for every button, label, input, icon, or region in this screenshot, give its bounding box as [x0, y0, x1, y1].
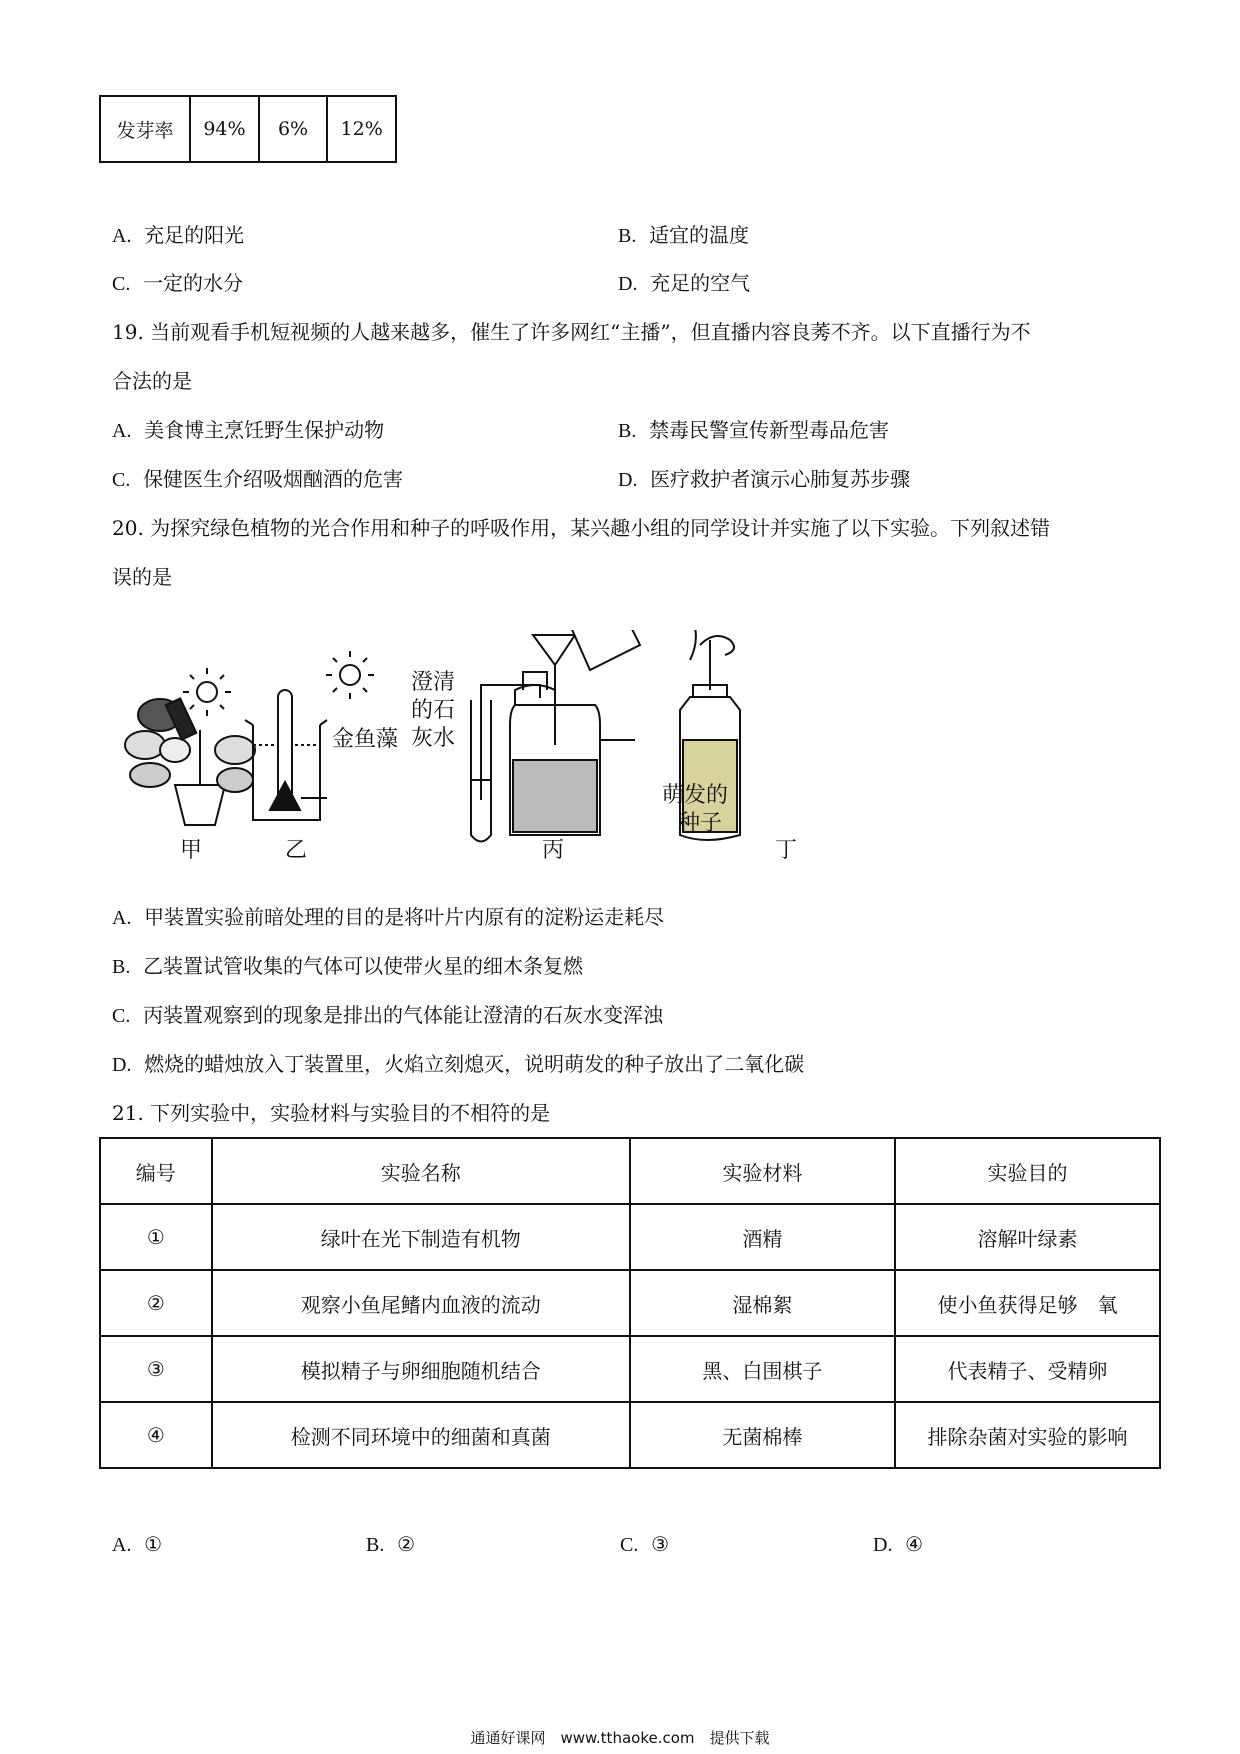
label-seeds-2: 种子	[678, 811, 723, 836]
table-cell: 无菌棉棒	[630, 1402, 895, 1468]
q21-option-d: D. ④	[873, 1532, 924, 1556]
beaker-icon	[245, 690, 327, 820]
germination-rate-table	[99, 95, 397, 163]
rate-value: 94%	[190, 96, 259, 162]
table-row	[100, 1204, 1160, 1270]
table-cell: 溶解叶绿素	[895, 1204, 1160, 1270]
column-header: 编号	[100, 1138, 212, 1204]
column-header: 实验名称	[212, 1138, 630, 1204]
q18-option-b: B. 适宜的温度	[618, 223, 750, 247]
q18-option-d: D. 充足的空气	[618, 271, 751, 295]
table-cell: 绿叶在光下制造有机物	[212, 1204, 630, 1270]
table-header-row	[100, 1138, 1160, 1204]
table-cell: 代表精子、受精卵	[895, 1336, 1160, 1402]
test-tube-icon	[471, 690, 491, 842]
q20-option-a: A. 甲装置实验前暗处理的目的是将叶片内原有的淀粉运走耗尽	[112, 905, 665, 929]
label-bing: 丙	[542, 838, 565, 863]
potted-plant-icon	[125, 698, 255, 825]
rate-label: 发芽率	[100, 96, 190, 162]
label-limewater-1: 澄清	[411, 670, 456, 695]
pouring-beaker-icon	[570, 630, 640, 670]
q19-option-d: D. 医疗救护者演示心肺复苏步骤	[618, 467, 911, 491]
experiment-illustration	[115, 630, 855, 870]
q21-stem: 21. 下列实验中，实验材料与实验目的不相符的是	[112, 1101, 551, 1125]
q19-option-b: B. 禁毒民警宣传新型毒品危害	[618, 418, 890, 442]
table-cell: 检测不同环境中的细菌和真菌	[212, 1402, 630, 1468]
label-limewater-3: 灰水	[411, 726, 456, 751]
table-cell: ②	[100, 1270, 212, 1336]
table-row	[100, 96, 396, 162]
q20-option-d: D. 燃烧的蜡烛放入丁装置里，火焰立刻熄灭，说明萌发的种子放出了二氧化碳	[112, 1052, 805, 1076]
label-goldfish-weed: 金鱼藻	[332, 727, 399, 752]
q19-stem-line1: 19. 当前观看手机短视频的人越来越多，催生了许多网红“主播”，但直播内容良莠不齐。以下直播行为不	[112, 320, 1031, 344]
experiment-figure	[115, 630, 855, 870]
table-row	[100, 1270, 1160, 1336]
q20-stem-line1: 20. 为探究绿色植物的光合作用和种子的呼吸作用，某兴趣小组的同学设计并实施了以下实验。下列叙述错	[112, 516, 1051, 540]
q18-option-a: A. 充足的阳光	[112, 223, 245, 247]
column-header: 实验材料	[630, 1138, 895, 1204]
table-cell: ③	[100, 1336, 212, 1402]
table-cell: 模拟精子与卵细胞随机结合	[212, 1336, 630, 1402]
table-cell: 湿棉絮	[630, 1270, 895, 1336]
table-row	[100, 1336, 1160, 1402]
sun-icon	[326, 651, 374, 699]
table-cell: ④	[100, 1402, 212, 1468]
page-footer: 通通好课网 www.tthaoke.com 提供下载	[470, 1729, 770, 1747]
label-limewater-2: 的石	[411, 698, 456, 723]
q20-option-b: B. 乙装置试管收集的气体可以使带火星的细木条复燃	[112, 954, 584, 978]
label-ding: 丁	[775, 838, 798, 863]
column-header: 实验目的	[895, 1138, 1160, 1204]
q21-option-a: A. ①	[112, 1532, 163, 1556]
rate-value: 6%	[259, 96, 328, 162]
flask-icon	[481, 635, 600, 835]
q20-option-c: C. 丙装置观察到的现象是排出的气体能让澄清的石灰水变浑浊	[112, 1003, 664, 1027]
rate-value: 12%	[327, 96, 396, 162]
q18-option-c: C. 一定的水分	[112, 271, 244, 295]
label-seeds-1: 萌发的	[662, 783, 729, 808]
table-cell: 使小鱼获得足够 氧	[895, 1270, 1160, 1336]
table-cell: 观察小鱼尾鳍内血液的流动	[212, 1270, 630, 1336]
experiment-table	[99, 1137, 1161, 1469]
label-yi: 乙	[285, 838, 308, 863]
q21-option-c: C. ③	[620, 1532, 669, 1556]
q19-option-a: A. 美食博主烹饪野生保护动物	[112, 418, 385, 442]
q19-stem-line2: 合法的是	[112, 369, 192, 393]
label-jia: 甲	[180, 838, 203, 863]
table-cell: 黑、白围棋子	[630, 1336, 895, 1402]
table-cell: ①	[100, 1204, 212, 1270]
q20-stem-line2: 误的是	[112, 565, 172, 589]
table-cell: 酒精	[630, 1204, 895, 1270]
table-row	[100, 1402, 1160, 1468]
sun-icon	[183, 668, 231, 716]
table-cell: 排除杂菌对实验的影响	[895, 1402, 1160, 1468]
q21-option-b: B. ②	[366, 1532, 415, 1556]
q19-option-c: C. 保健医生介绍吸烟酗酒的危害	[112, 467, 404, 491]
